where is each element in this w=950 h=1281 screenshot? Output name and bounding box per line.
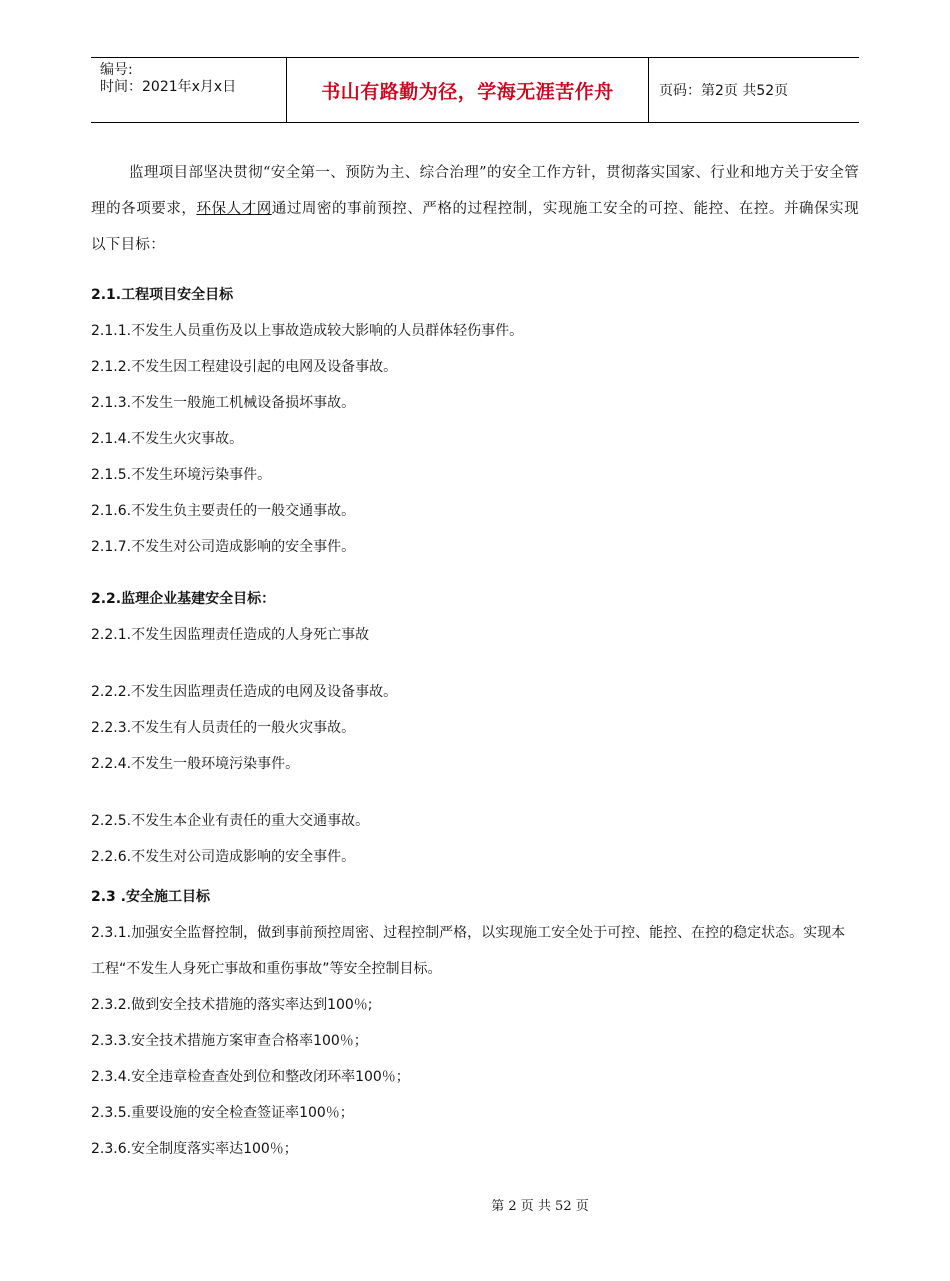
- intro-text-2: 通过周密的事前预控、严格的过程控制，实现施工安全的可控、能控、在控。并确保实现以下目标：: [91, 201, 859, 253]
- section-3-item: 2.3.2.做到安全技术措施的落实率达到100％;: [91, 997, 373, 1013]
- section-1-item: 2.1.7.不发生对公司造成影响的安全事件。: [91, 539, 356, 555]
- header-motto: 书山有路勤为径，学海无涯苦作舟: [286, 58, 649, 122]
- document-body: [91, 155, 859, 1167]
- section-1-item: 2.1.6.不发生负主要责任的一般交通事故。: [91, 503, 356, 519]
- section-2-item: 2.2.6.不发生对公司造成影响的安全事件。: [91, 849, 356, 865]
- section-1-item: 2.1.3.不发生一般施工机械设备损坏事故。: [91, 395, 356, 411]
- page-footer: 第 2 页 共 52 页: [491, 1199, 589, 1214]
- number-label: 编号:: [100, 62, 133, 78]
- header-page-info: 页码：第2页 共52页: [659, 83, 789, 99]
- section-1-item: 2.1.4.不发生火灾事故。: [91, 431, 244, 447]
- document-header: [91, 57, 859, 123]
- section-3-item: 2.3.1.加强安全监督控制，做到事前预控周密、过程控制严格，以实现施工安全处于可控、能控、在控的稳定状态。实现本工程“不发生人身死亡事故和重伤事故”等安全控制目标。: [91, 925, 846, 977]
- section-2-item: 2.2.4.不发生一般环境污染事件。: [91, 756, 300, 772]
- header-meta: [91, 58, 286, 122]
- section-3-item: 2.3.6.安全制度落实率达100％；: [91, 1141, 298, 1157]
- section-1-title: 2.1.工程项目安全目标: [91, 287, 234, 303]
- section-3-item: 2.3.5.重要设施的安全检查签证率100％；: [91, 1105, 354, 1121]
- time-label: 时间：2021年x月x日: [100, 79, 237, 95]
- section-3-item: 2.3.3.安全技术措施方案审查合格率100％；: [91, 1033, 368, 1049]
- section-1-item: 2.1.1.不发生人员重伤及以上事故造成较大影响的人员群体轻伤事件。: [91, 323, 524, 339]
- section-2-item: 2.2.2.不发生因监理责任造成的电网及设备事故。: [91, 684, 398, 700]
- section-2-item: 2.2.3.不发生有人员责任的一般火灾事故。: [91, 720, 356, 736]
- section-2-title: 2.2.监理企业基建安全目标：: [91, 591, 276, 607]
- intro-text-1: 监理项目部坚决贯彻“安全第一、预防为主、综合治理”的安全工作方针，贯彻落实国家、行业和地方关于安全管理的各项要求，: [91, 165, 859, 217]
- section-1-item: 2.1.2.不发生因工程建设引起的电网及设备事故。: [91, 359, 398, 375]
- section-2-item: 2.2.5.不发生本企业有责任的重大交通事故。: [91, 813, 370, 829]
- section-3-item: 2.3.4.安全违章检查查处到位和整改闭环率100％；: [91, 1069, 410, 1085]
- section-1-item: 2.1.5.不发生环境污染事件。: [91, 467, 272, 483]
- intro-link[interactable]: 环保人才网: [196, 201, 272, 217]
- intro-paragraph: [91, 155, 859, 263]
- section-3-title: 2.3 .安全施工目标: [91, 889, 210, 905]
- section-2-item: 2.2.1.不发生因监理责任造成的人身死亡事故: [91, 627, 370, 643]
